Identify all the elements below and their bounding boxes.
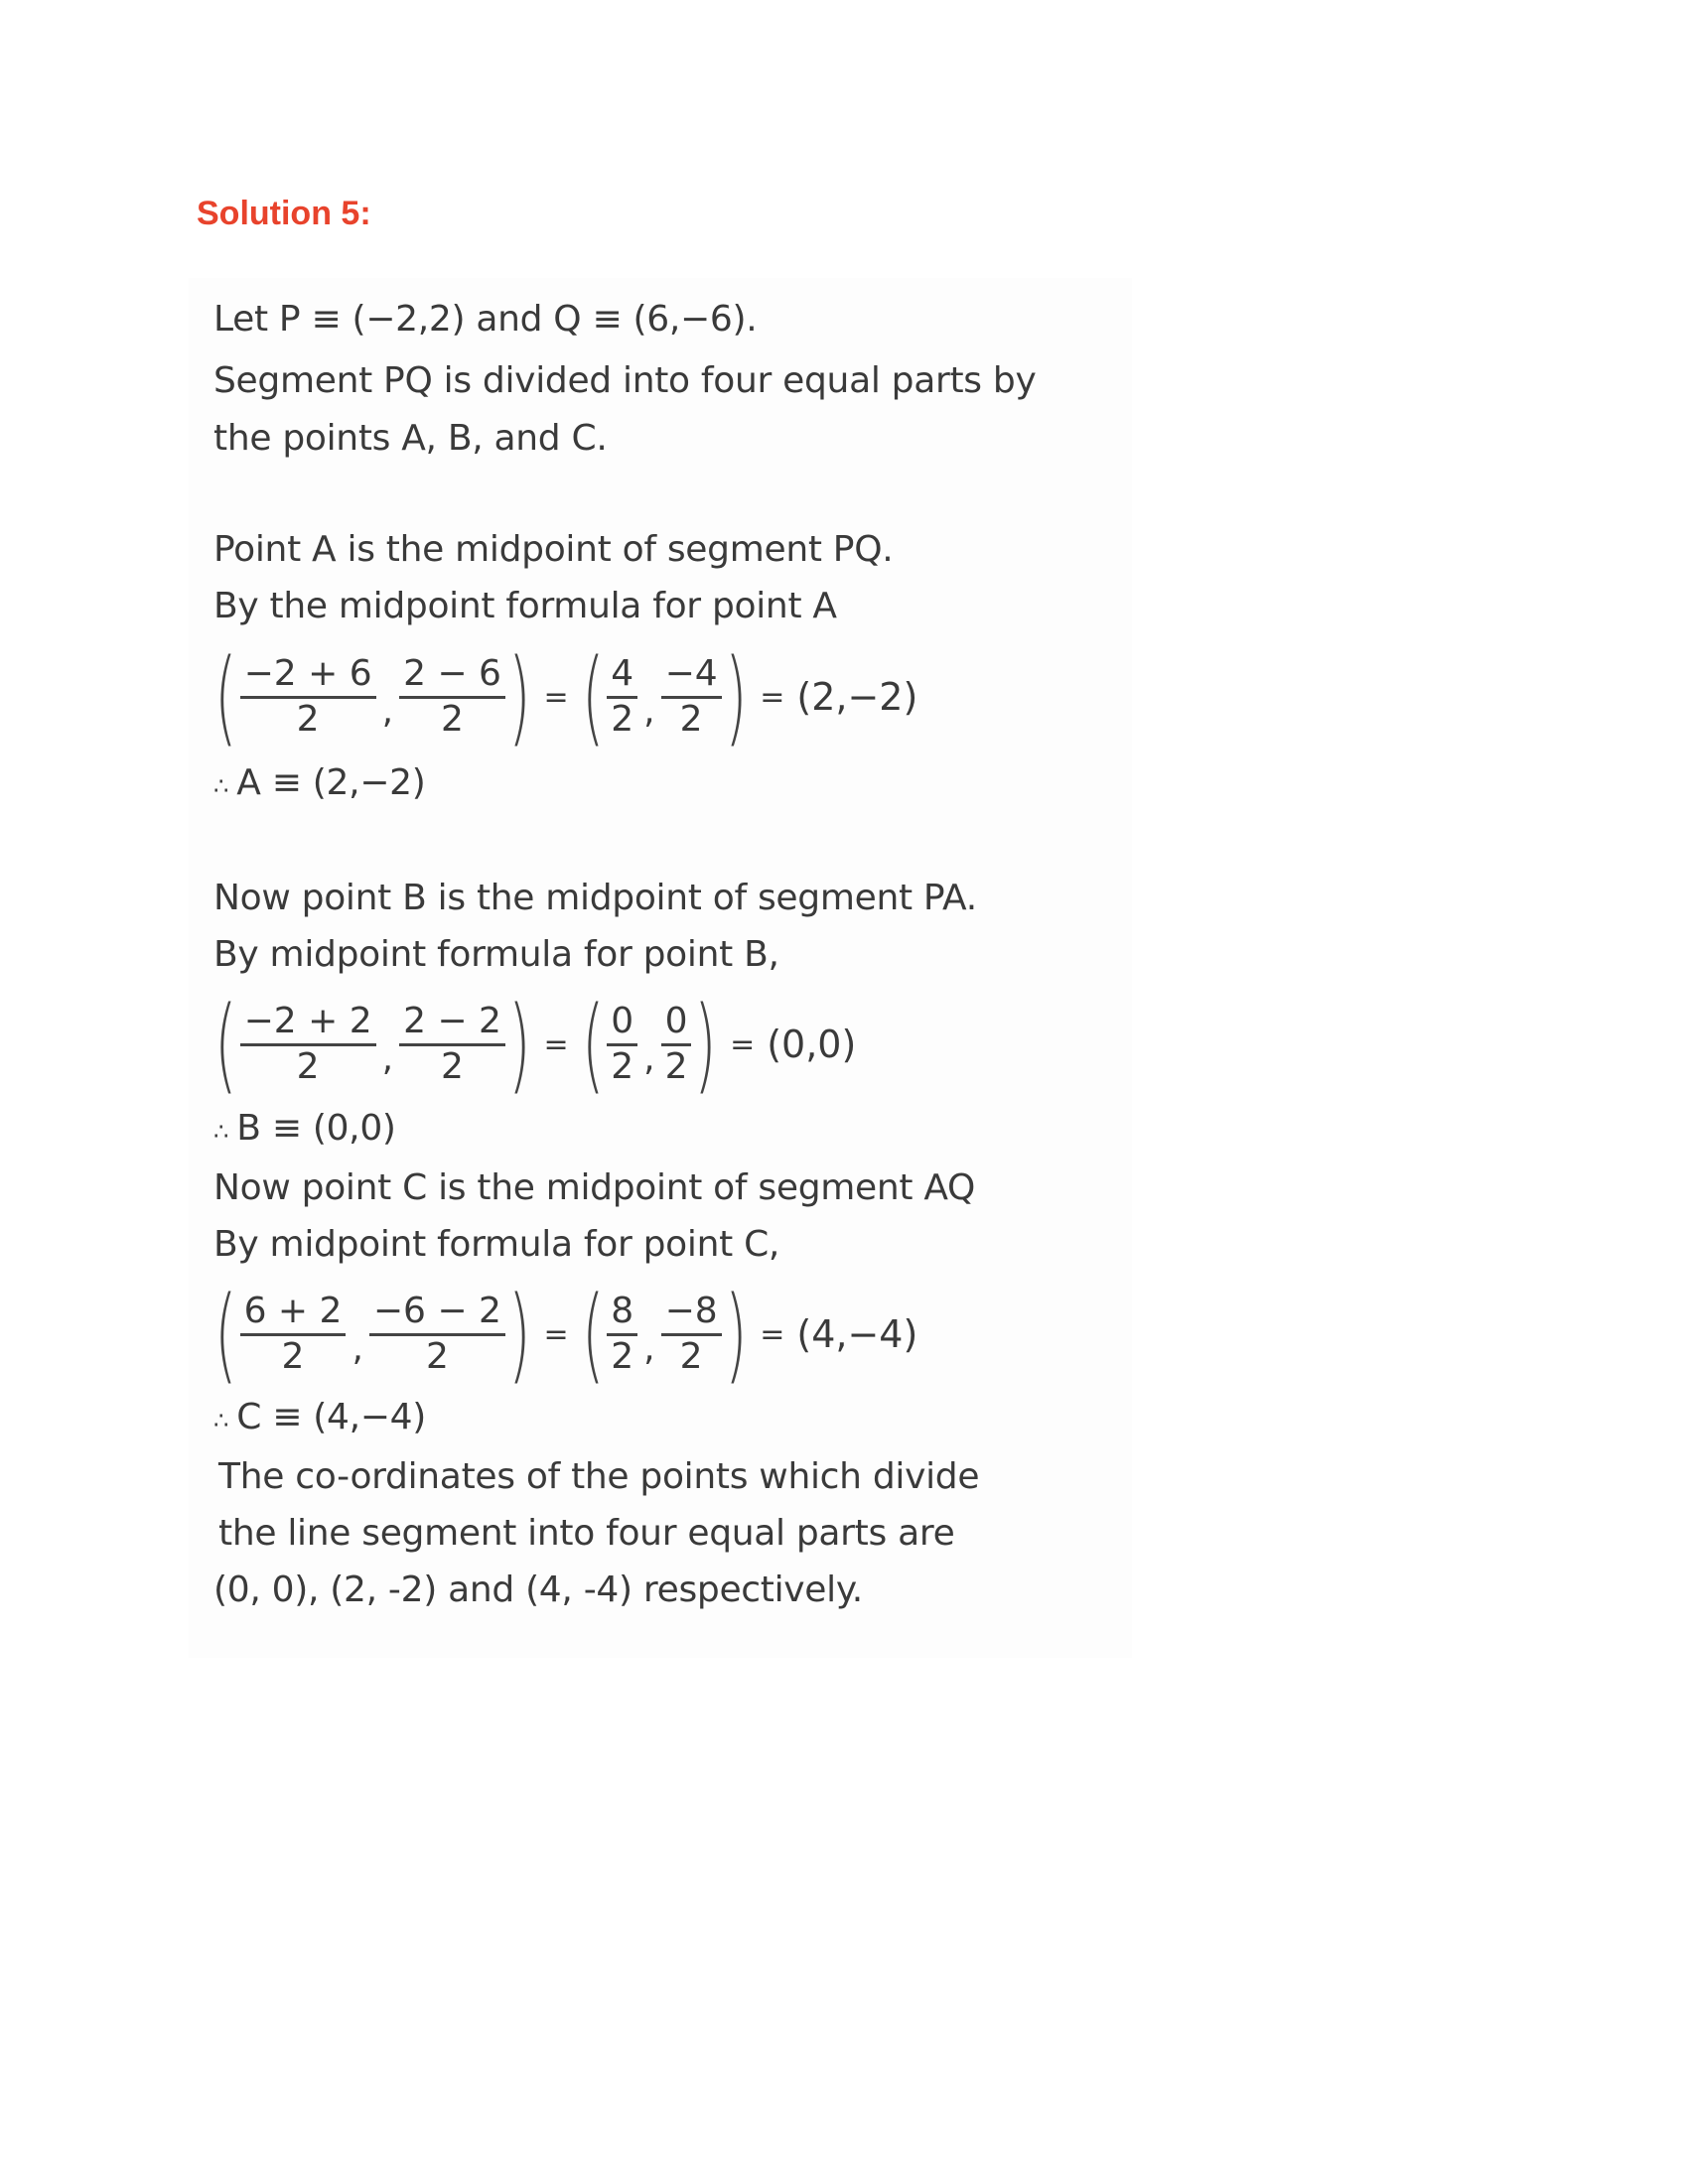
point-c-conclusion: ∴ C ≡ (4,−4) — [213, 1397, 426, 1437]
fraction: $\frac{-8}{2}$ — [661, 1292, 722, 1378]
point-b-midpoint-formula: ( $\frac{-2 + 2}{2}$ , $\frac{2 - 2}{2}$ ) = ( $\frac{0}{2}$ , $\frac{0}{2}$ ) = (0,0) — [214, 984, 857, 1105]
fraction: $\frac{-6 - 2}{2}$ — [369, 1292, 505, 1378]
intro-line-1: Let P ≡ (−2,2) and Q ≡ (6,−6). — [213, 299, 758, 340]
point-a-midpoint-formula: ( $\frac{-2 + 6}{2}$ , $\frac{2 - 6}{2}$ ) = ( $\frac{4}{2}$ , $\frac{-4}{2}$ ) = (2,−2) — [214, 636, 918, 757]
point-c-statement: Now point C is the midpoint of segment AQ — [213, 1167, 976, 1208]
intro-line-3: the points A, B, and C. — [213, 418, 608, 459]
point-b-formula-intro: By midpoint formula for point B, — [213, 934, 779, 975]
point-a-conclusion: ∴ A ≡ (2,−2) — [213, 762, 426, 803]
point-a-formula-intro: By the midpoint formula for point A — [213, 586, 837, 626]
solution-heading: Solution 5: — [197, 195, 371, 232]
left-paren: ( — [581, 1274, 605, 1395]
right-paren: ) — [508, 984, 531, 1105]
equals-sign: = — [543, 1026, 569, 1062]
fraction: $\frac{-4}{2}$ — [661, 654, 722, 741]
fraction: $\frac{0}{2}$ — [661, 1002, 692, 1088]
therefore-symbol: ∴ — [213, 1118, 227, 1146]
fraction: $\frac{0}{2}$ — [607, 1002, 637, 1088]
therefore-symbol: ∴ — [213, 772, 227, 800]
right-paren: ) — [508, 636, 531, 757]
right-paren: ) — [724, 1274, 748, 1395]
left-paren: ( — [214, 1274, 237, 1395]
fraction: $\frac{-2 + 6}{2}$ — [240, 654, 376, 741]
left-paren: ( — [214, 984, 237, 1105]
equals-sign: = — [730, 1026, 756, 1062]
fraction: $\frac{8}{2}$ — [607, 1292, 637, 1378]
left-paren: ( — [214, 636, 237, 757]
therefore-symbol: ∴ — [213, 1407, 227, 1434]
right-paren: ) — [508, 1274, 531, 1395]
intro-line-2: Segment PQ is divided into four equal parts by — [213, 360, 1037, 401]
left-paren: ( — [581, 636, 605, 757]
equals-sign: = — [760, 1316, 785, 1352]
equals-sign: = — [760, 679, 785, 715]
point-b-conclusion: ∴ B ≡ (0,0) — [213, 1108, 396, 1149]
formula-result: (4,−4) — [796, 1312, 918, 1356]
point-c-midpoint-formula: ( $\frac{6 + 2}{2}$ , $\frac{-6 - 2}{2}$ ) = ( $\frac{8}{2}$ , $\frac{-8}{2}$ ) = (4,−4) — [214, 1274, 918, 1395]
formula-result: (2,−2) — [796, 675, 918, 719]
fraction: $\frac{4}{2}$ — [607, 654, 637, 741]
summary-line-3: (0, 0), (2, -2) and (4, -4) respectively. — [213, 1570, 863, 1610]
formula-result: (0,0) — [767, 1023, 857, 1066]
point-c-formula-intro: By midpoint formula for point C, — [213, 1224, 780, 1265]
fraction: $\frac{-2 + 2}{2}$ — [240, 1002, 376, 1088]
summary-line-1: The co-ordinates of the points which divide — [218, 1456, 980, 1497]
fraction: $\frac{6 + 2}{2}$ — [240, 1292, 347, 1378]
summary-line-2: the line segment into four equal parts are — [218, 1513, 955, 1554]
fraction: $\frac{2 - 2}{2}$ — [399, 1002, 505, 1088]
equals-sign: = — [543, 679, 569, 715]
point-b-statement: Now point B is the midpoint of segment PA. — [213, 878, 977, 918]
right-paren: ) — [724, 636, 748, 757]
left-paren: ( — [581, 984, 605, 1105]
point-a-statement: Point A is the midpoint of segment PQ. — [213, 529, 894, 570]
fraction: $\frac{2 - 6}{2}$ — [399, 654, 505, 741]
right-paren: ) — [694, 984, 717, 1105]
equals-sign: = — [543, 1316, 569, 1352]
